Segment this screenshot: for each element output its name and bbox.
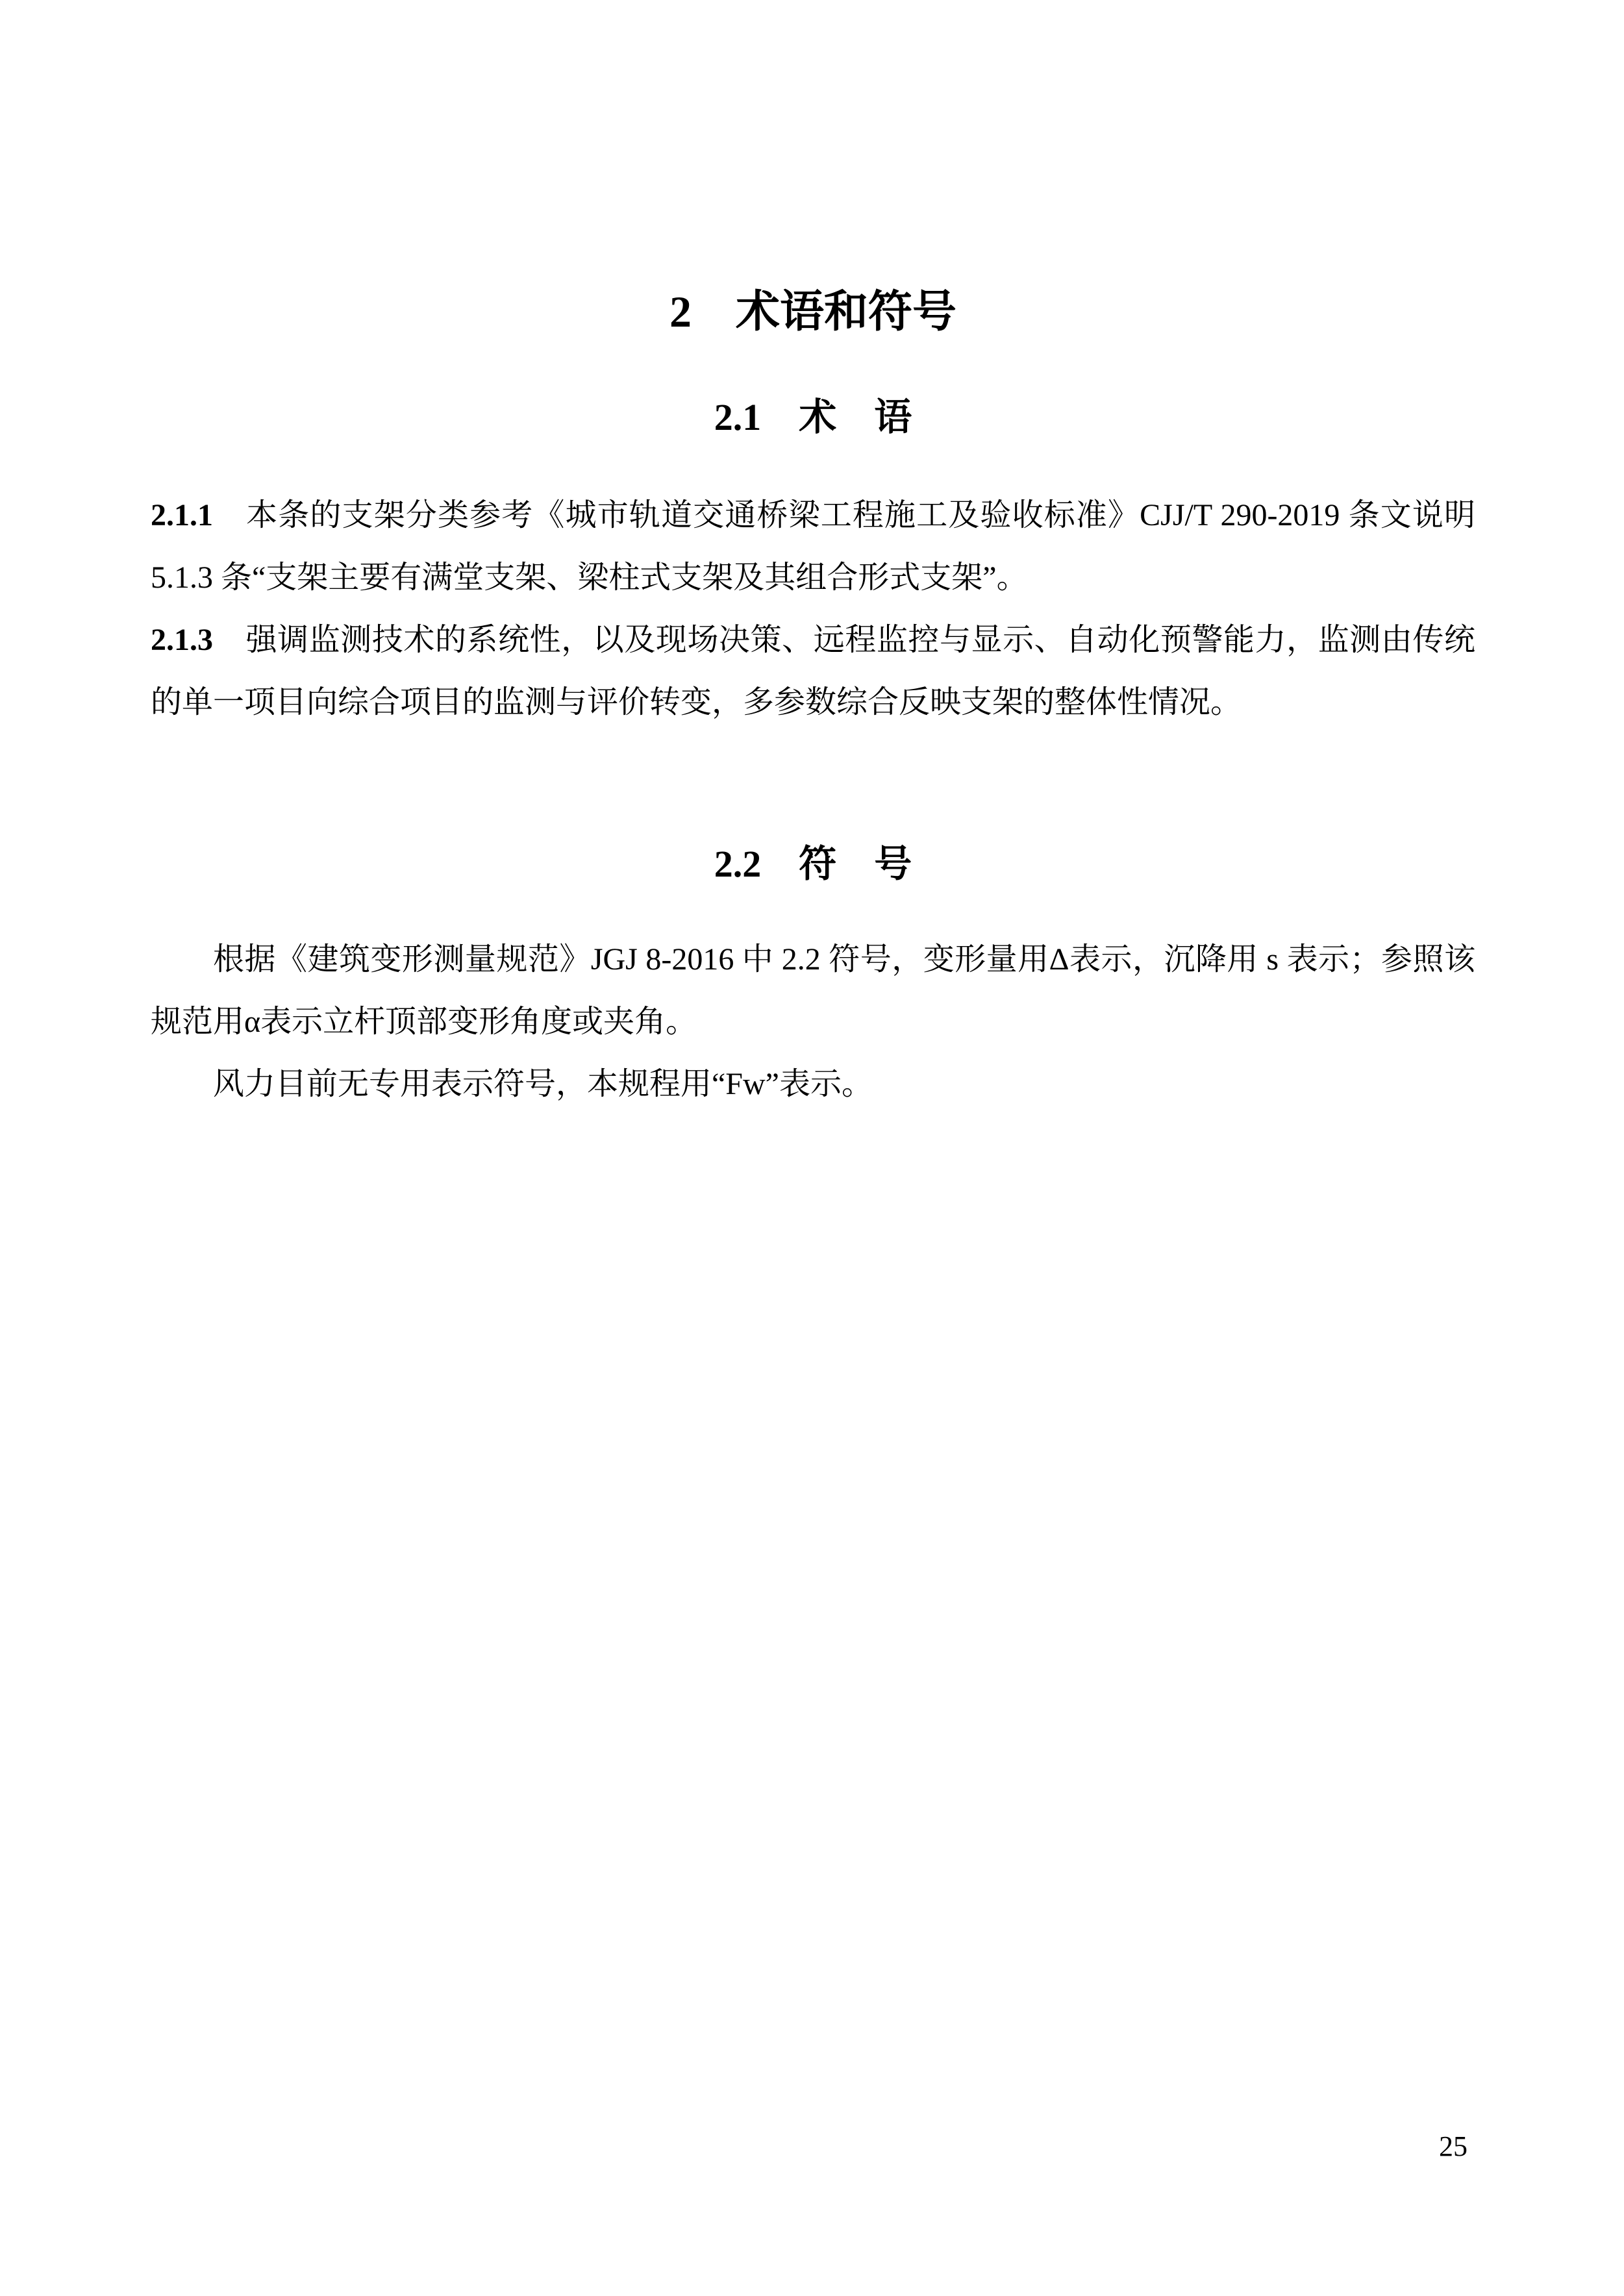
clause-2-1-3 bbox=[151, 609, 1475, 734]
symbols-paragraph-2: 风力目前无专用表示符号，本规程用“Fw”表示。 bbox=[213, 1066, 873, 1101]
clause-2-1-3-number: 2.1.3 bbox=[151, 622, 213, 657]
page-number: 25 bbox=[1439, 2130, 1468, 2162]
symbols-paragraph-1: 根据《建筑变形测量规范》JGJ 8-2016 中 2.2 符号，变形量用Δ表示，沉降用 s 表示；参照该规范用α表示立杆顶部变形角度或夹角。 bbox=[151, 942, 1475, 1039]
terms-clauses bbox=[151, 484, 1475, 734]
symbols-paragraphs bbox=[151, 929, 1475, 1116]
clause-2-1-1-text: 本条的支架分类参考《城市轨道交通桥梁工程施工及验收标准》CJJ/T 290-2019 条文说明 5.1.3 条“支架主要有满堂支架、梁柱式支架及其组合形式支架”。 bbox=[151, 497, 1475, 595]
chapter-title: 2 术语和符号 bbox=[669, 286, 956, 336]
section-2-2-heading: 2.2 符 号 bbox=[714, 842, 912, 885]
clause-2-1-3-text: 强调监测技术的系统性，以及现场决策、远程监控与显示、自动化预警能力，监测由传统的单一项目向综合项目的监测与评价转变，多参数综合反映支架的整体性情况。 bbox=[151, 622, 1475, 719]
clause-2-1-1-number: 2.1.1 bbox=[151, 497, 213, 532]
page-content bbox=[0, 30, 1624, 1116]
clause-2-1-1 bbox=[151, 484, 1475, 609]
section-2-1-heading: 2.1 术 语 bbox=[714, 395, 912, 438]
